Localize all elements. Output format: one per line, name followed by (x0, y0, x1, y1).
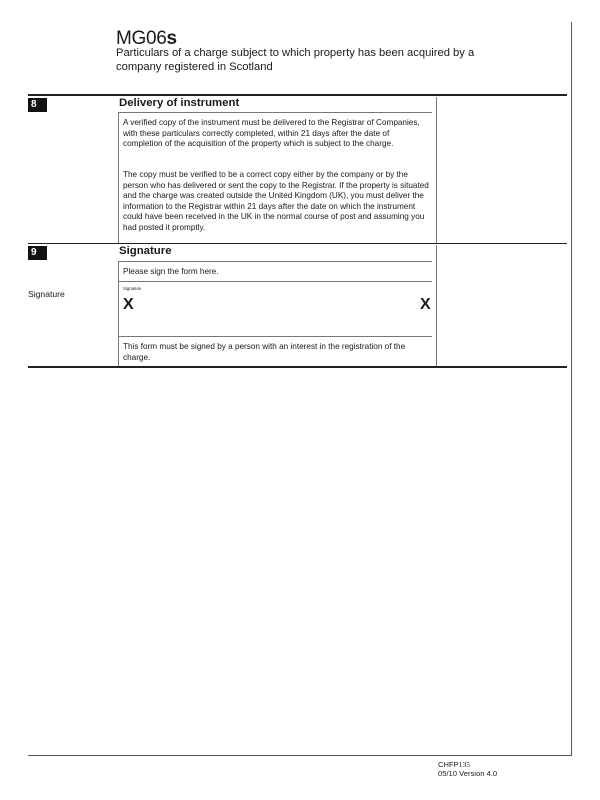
section-heading: Signature (119, 245, 172, 257)
delivery-paragraph-1: A verified copy of the instrument must be delivered to the Registrar of Companies, with these particulars correctly completed, within 21 days after the date of completion of the acquisition of the property which is subject to the charge. (123, 118, 420, 148)
content-left-border (118, 112, 119, 243)
signature-field[interactable] (119, 282, 432, 336)
margin-column-border (436, 97, 437, 243)
signature-box-bottom (119, 336, 432, 337)
section-number: 8 (28, 98, 47, 112)
section-end-rule (28, 366, 567, 368)
section-divider (28, 243, 567, 244)
delivery-paragraph-2: The copy must be verified to be a correct copy either by the company or by the person who has delivered or sent the copy to the Registrar. If the property is situated and the charge was created outside the United Kingdom (UK), you must deliver the information to the Registrar within 21 days after the date on which the instrument could have been received in the UK in the normal course of post and assuming you had posted it promptly. (123, 170, 429, 232)
signature-mark-left: X (123, 296, 134, 313)
footer-code: CHFP135 (438, 760, 471, 769)
form-title: Particulars of a charge subject to which property has been acquired by a company registered in Scotland (116, 47, 475, 73)
section-number: 9 (28, 246, 47, 260)
signature-side-label: Signature (28, 289, 65, 299)
footer-version: 05/10 Version 4.0 (438, 769, 498, 778)
page-frame-bottom (28, 755, 572, 756)
margin-column-border (436, 245, 437, 366)
section-divider (28, 94, 567, 96)
signature-mark-right: X (420, 296, 431, 313)
heading-underline (119, 112, 432, 113)
form-code: MG06s (116, 28, 177, 49)
signature-note: This form must be signed by a person with an interest in the registration of the charge. (123, 342, 406, 362)
section-heading: Delivery of instrument (119, 97, 240, 109)
sign-instruction: Please sign the form here. (123, 267, 219, 276)
page-frame-right (571, 22, 572, 756)
signature-box-label: Signature (123, 286, 142, 291)
heading-underline (119, 261, 432, 262)
